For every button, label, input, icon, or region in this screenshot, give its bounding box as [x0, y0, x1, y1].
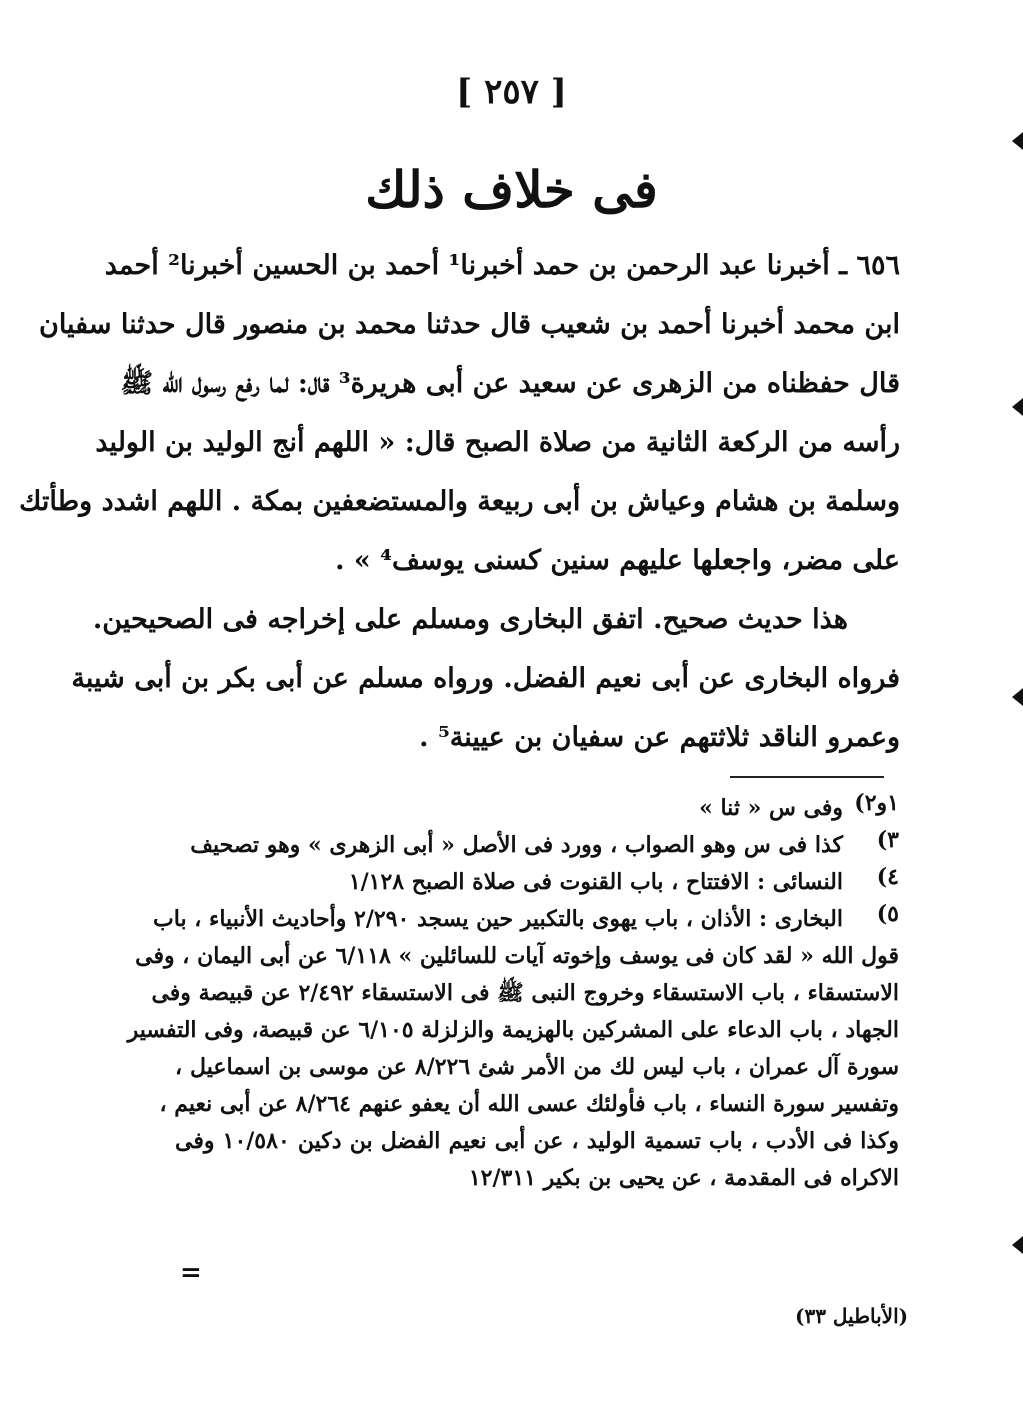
footnote-line: قول الله « لقد كان فى يوسف وإخوته آيات للسائلين » ٦/١١٨ عن أبى اليمان ، وفى: [135, 943, 899, 969]
footnote-line: وكذا فى الأدب ، باب تسمية الوليد ، عن أبى نعيم الفضل بن دكين ١٠/٥٨٠ وفى: [175, 1128, 900, 1154]
footnote-number: ٣): [876, 827, 899, 853]
margin-notch-mark: [1012, 398, 1023, 416]
footnote-number: ١و٢): [854, 790, 899, 816]
footnote: [175, 827, 899, 864]
footnote-number: ٤): [876, 864, 899, 890]
text-line: ٦٥٦ ـ أخبرنا عبد الرحمن بن حمد أخبرنا¹ أحمد بن الحسين أخبرنا² أحمد: [104, 250, 900, 281]
text-line: هذا حديث صحيح. اتفق البخارى ومسلم على إخراجه فى الصحيحين.: [92, 604, 848, 635]
text-line: رأسه من الركعة الثانية من صلاة الصبح قال: « اللهم أنج الوليد بن الوليد: [95, 427, 900, 458]
text-line: ابن محمد أخبرنا أحمد بن شعيب قال حدثنا محمد بن منصور قال حدثنا سفيان: [38, 309, 900, 340]
footnote-line: النسائى : الافتتاح ، باب القنوت فى صلاة الصبح ١/١٢٨: [348, 869, 843, 895]
footnote: [175, 864, 899, 901]
footnote-line: الجهاد ، باب الدعاء على المشركين بالهزيمة والزلزلة ٦/١٠٥ عن قبيصة، وفى التفسير: [127, 1017, 899, 1043]
text-line: وسلمة بن هشام وعياش بن أبى ربيعة والمستضعفين بمكة . اللهم اشدد وطأتك: [19, 486, 900, 517]
chapter-title: فى خلاف ذلك: [365, 160, 658, 219]
footnote-number: ٥): [876, 901, 899, 927]
text-line: وعمرو الناقد ثلاثتهم عن سفيان بن عيينة⁵ .: [419, 722, 900, 753]
footnotes: [127, 790, 900, 1197]
text-line: على مضر، واجعلها عليهم سنين كسنى يوسف⁴ » .: [335, 545, 900, 576]
page-number: [ ٢٥٧ ]: [456, 72, 567, 112]
footnote-line: الاستسقاء ، باب الاستسقاء وخروج النبى ﷺ فى الاستسقاء ٢/٤٩٢ عن قبيصة وفى: [151, 980, 899, 1006]
footnote-separator: [730, 776, 884, 778]
margin-notch-mark: [1012, 688, 1023, 706]
footnote-line: كذا فى س وهو الصواب ، وورد فى الأصل « أبى الزهرى » وهو تصحيف: [190, 832, 843, 858]
end-mark: =: [180, 1258, 200, 1288]
text-line: قال حفظناه من الزهرى عن سعيد عن أبى هريرة³ قال: لما رفع رسول الله ﷺ: [120, 368, 900, 399]
text-line: فرواه البخارى عن أبى نعيم الفضل. ورواه مسلم عن أبى بكر بن أبى شيبة: [71, 663, 900, 694]
footnote: [175, 790, 899, 827]
footnote-line: سورة آل عمران ، باب ليس لك من الأمر شئ ٨/٢٢٦ عن موسى بن اسماعيل ،: [175, 1054, 899, 1080]
signature-mark: (الأباطيل ٣٣): [795, 1304, 909, 1328]
footnote-line: وتفسير سورة النساء ، باب فأولئك عسى الله أن يعفو عنهم ٨/٢٦٤ عن أبى نعيم ،: [159, 1091, 899, 1117]
footnote-line: البخارى : الأذان ، باب يهوى بالتكبير حين يسجد ٢/٢٩٠ وأحاديث الأنبياء ، باب: [153, 906, 843, 932]
footnote-line: وفى س « ثنا »: [699, 795, 843, 821]
main-text: [19, 236, 900, 767]
footnote-line: الاكراه فى المقدمة ، عن يحيى بن بكير ١٢/٣١١: [468, 1165, 899, 1191]
margin-notch-mark: [1012, 1236, 1023, 1254]
footnote: [127, 901, 900, 1197]
margin-notch-mark: [1012, 132, 1023, 150]
